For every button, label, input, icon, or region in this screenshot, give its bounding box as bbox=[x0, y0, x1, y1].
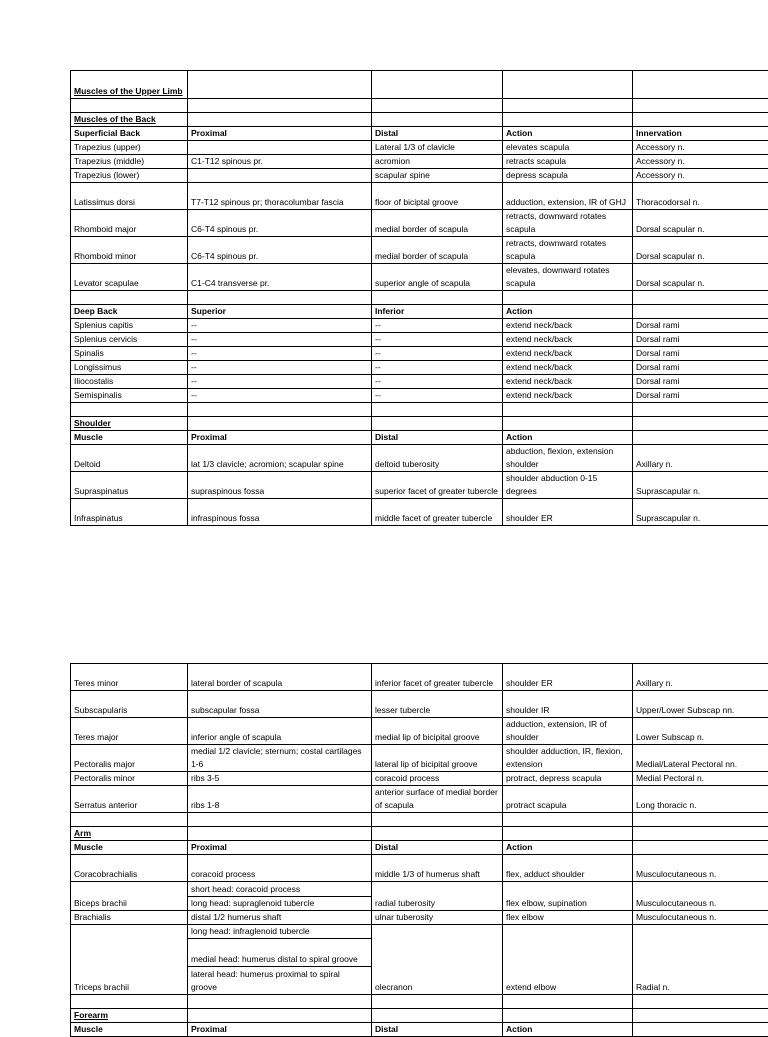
table-cell bbox=[372, 417, 503, 431]
table-cell: Spinalis bbox=[71, 347, 188, 361]
table-cell: lat 1/3 clavicle; acromion; scapular spine bbox=[188, 445, 372, 472]
table-cell bbox=[71, 99, 188, 113]
table-subcell: short head: coracoid process bbox=[188, 882, 371, 896]
table-cell: Coracobrachialis bbox=[71, 855, 188, 882]
table-cell: C1-C4 transverse pr. bbox=[188, 264, 372, 291]
table-cell bbox=[188, 827, 372, 841]
table-cell bbox=[188, 403, 372, 417]
table-cell: Radial n. bbox=[633, 925, 768, 995]
table-row bbox=[71, 113, 768, 127]
table-cell: abduction, flexion, extension shoulder bbox=[503, 445, 633, 472]
table-cell: Long thoracic n. bbox=[633, 786, 768, 813]
table-cell: -- bbox=[188, 319, 372, 333]
table-cell bbox=[503, 995, 633, 1009]
table-cell bbox=[71, 995, 188, 1009]
table-cell: Thoracodorsal n. bbox=[633, 183, 768, 210]
table-cell bbox=[188, 925, 372, 995]
table-cell bbox=[633, 417, 768, 431]
table-row bbox=[71, 291, 768, 305]
table-row bbox=[71, 827, 768, 841]
table-cell bbox=[188, 141, 372, 155]
table-cell: Medial Pectoral n. bbox=[633, 772, 768, 786]
table-cell: middle 1/3 of humerus shaft bbox=[372, 855, 503, 882]
table-cell: Trapezius (upper) bbox=[71, 141, 188, 155]
table-cell: protract, depress scapula bbox=[503, 772, 633, 786]
table-cell: Muscle bbox=[71, 431, 188, 445]
table-cell: acromion bbox=[372, 155, 503, 169]
table-cell bbox=[372, 995, 503, 1009]
table-cell: scapular spine bbox=[372, 169, 503, 183]
table-cell: Splenius capitis bbox=[71, 319, 188, 333]
table-cell: superior facet of greater tubercle bbox=[372, 472, 503, 499]
table-cell: Suprascapular n. bbox=[633, 472, 768, 499]
table-cell bbox=[503, 113, 633, 127]
table-cell: Teres major bbox=[71, 718, 188, 745]
table-row bbox=[71, 882, 768, 911]
table-cell: Upper/Lower Subscap nn. bbox=[633, 691, 768, 718]
table-cell bbox=[372, 403, 503, 417]
table-cell: Triceps brachii bbox=[71, 925, 188, 995]
table-row bbox=[71, 210, 768, 237]
table-subcell: medial head: humerus distal to spiral groove bbox=[188, 938, 371, 966]
table-cell: protract scapula bbox=[503, 786, 633, 813]
table-cell bbox=[372, 113, 503, 127]
table-cell bbox=[633, 113, 768, 127]
table-cell: Dorsal rami bbox=[633, 361, 768, 375]
table-cell: Proximal bbox=[188, 431, 372, 445]
table-cell bbox=[188, 417, 372, 431]
table-cell: Axillary n. bbox=[633, 445, 768, 472]
table-row bbox=[71, 431, 768, 445]
table-cell bbox=[372, 813, 503, 827]
table-cell: Supraspinatus bbox=[71, 472, 188, 499]
table-cell: flex elbow bbox=[503, 911, 633, 925]
table-cell bbox=[503, 99, 633, 113]
table-cell: Medial/Lateral Pectoral nn. bbox=[633, 745, 768, 772]
table-row bbox=[71, 264, 768, 291]
table-row bbox=[71, 183, 768, 210]
table-cell: Inferior bbox=[372, 305, 503, 319]
table-row bbox=[71, 361, 768, 375]
table-cell: Action bbox=[503, 841, 633, 855]
table-row bbox=[71, 141, 768, 155]
table-cell: shoulder ER bbox=[503, 664, 633, 691]
table-subcell: long head: infraglenoid tubercle bbox=[188, 925, 371, 938]
table-cell: -- bbox=[188, 389, 372, 403]
table-subcell: long head: supraglenoid tubercle bbox=[188, 896, 371, 910]
table-cell bbox=[633, 99, 768, 113]
table-cell bbox=[372, 827, 503, 841]
table-cell: lateral lip of bicipital groove bbox=[372, 745, 503, 772]
table-cell bbox=[633, 431, 768, 445]
table-cell: Lateral 1/3 of clavicle bbox=[372, 141, 503, 155]
table-cell bbox=[633, 813, 768, 827]
table-cell: ribs 1-8 bbox=[188, 786, 372, 813]
table-row bbox=[71, 472, 768, 499]
table-cell: shoulder adduction, IR, flexion, extension bbox=[503, 745, 633, 772]
table-cell bbox=[372, 71, 503, 99]
table-cell: C6-T4 spinous pr. bbox=[188, 237, 372, 264]
table-cell: C6-T4 spinous pr. bbox=[188, 210, 372, 237]
table-cell bbox=[71, 813, 188, 827]
table-cell: Dorsal scapular n. bbox=[633, 210, 768, 237]
table-cell: Distal bbox=[372, 841, 503, 855]
table-cell: extend neck/back bbox=[503, 389, 633, 403]
table-cell: extend elbow bbox=[503, 925, 633, 995]
table-cell bbox=[188, 99, 372, 113]
table-cell: Muscle bbox=[71, 1023, 188, 1037]
table-cell: ribs 3-5 bbox=[188, 772, 372, 786]
table-cell: Axillary n. bbox=[633, 664, 768, 691]
table-cell: Distal bbox=[372, 431, 503, 445]
table-cell bbox=[188, 71, 372, 99]
table-cell: Forearm bbox=[71, 1009, 188, 1023]
table-cell: Iliocostalis bbox=[71, 375, 188, 389]
table-row bbox=[71, 169, 768, 183]
table-cell bbox=[503, 813, 633, 827]
table-row bbox=[71, 995, 768, 1009]
table-row bbox=[71, 375, 768, 389]
table-cell: ulnar tuberosity bbox=[372, 911, 503, 925]
table-row bbox=[71, 237, 768, 264]
table-row bbox=[71, 1009, 768, 1023]
table-cell: Proximal bbox=[188, 841, 372, 855]
table-cell: extend neck/back bbox=[503, 319, 633, 333]
table-cell bbox=[372, 291, 503, 305]
table-cell: shoulder abduction 0-15 degrees bbox=[503, 472, 633, 499]
table-cell bbox=[503, 417, 633, 431]
table-cell: flex elbow, supination bbox=[503, 882, 633, 911]
table-row bbox=[71, 772, 768, 786]
table-cell: -- bbox=[372, 319, 503, 333]
table-cell: coracoid process bbox=[372, 772, 503, 786]
table-cell: -- bbox=[372, 375, 503, 389]
table-cell: Action bbox=[503, 431, 633, 445]
table-cell: Splenius cervicis bbox=[71, 333, 188, 347]
table-cell: extend neck/back bbox=[503, 347, 633, 361]
table-cell: Dorsal scapular n. bbox=[633, 237, 768, 264]
table-cell: medial border of scapula bbox=[372, 237, 503, 264]
table-row bbox=[71, 911, 768, 925]
table-cell: Dorsal rami bbox=[633, 333, 768, 347]
table-cell: Teres minor bbox=[71, 664, 188, 691]
table-cell: Subscapularis bbox=[71, 691, 188, 718]
table-row bbox=[71, 813, 768, 827]
table-cell: distal 1/2 humerus shaft bbox=[188, 911, 372, 925]
table-cell: -- bbox=[372, 347, 503, 361]
table-cell: Levator scapulae bbox=[71, 264, 188, 291]
table-cell: Serratus anterior bbox=[71, 786, 188, 813]
table-cell bbox=[633, 71, 768, 99]
table-cell: lateral border of scapula bbox=[188, 664, 372, 691]
table-row bbox=[71, 664, 768, 691]
table-row bbox=[71, 745, 768, 772]
table-cell: Distal bbox=[372, 127, 503, 141]
table-cell: Action bbox=[503, 1023, 633, 1037]
table-cell bbox=[372, 1009, 503, 1023]
table-cell bbox=[633, 305, 768, 319]
table-cell: extend neck/back bbox=[503, 375, 633, 389]
table-cell: olecranon bbox=[372, 925, 503, 995]
table-row bbox=[71, 1023, 768, 1037]
table-row bbox=[71, 691, 768, 718]
table-cell bbox=[503, 71, 633, 99]
table-cell bbox=[188, 291, 372, 305]
table-cell: extend neck/back bbox=[503, 333, 633, 347]
table-cell bbox=[633, 1023, 768, 1037]
table-cell: medial border of scapula bbox=[372, 210, 503, 237]
table-cell bbox=[633, 1009, 768, 1023]
table-cell: -- bbox=[188, 333, 372, 347]
table-cell: Dorsal rami bbox=[633, 389, 768, 403]
table-cell: Deep Back bbox=[71, 305, 188, 319]
table-cell: elevates, downward rotates scapula bbox=[503, 264, 633, 291]
table-cell bbox=[503, 291, 633, 305]
table-cell bbox=[503, 827, 633, 841]
table-row bbox=[71, 347, 768, 361]
upper-limb-table-part-2 bbox=[70, 663, 768, 1037]
table-row bbox=[71, 718, 768, 745]
table-cell: Arm bbox=[71, 827, 188, 841]
table-cell: -- bbox=[188, 347, 372, 361]
table-cell bbox=[633, 841, 768, 855]
table-cell: Superficial Back bbox=[71, 127, 188, 141]
table-row bbox=[71, 71, 768, 99]
table-cell: Proximal bbox=[188, 1023, 372, 1037]
table-row bbox=[71, 305, 768, 319]
table-cell: Biceps brachii bbox=[71, 882, 188, 911]
table-cell: adduction, extension, IR of shoulder bbox=[503, 718, 633, 745]
table-cell: medial 1/2 clavicle; sternum; costal cartilages 1-6 bbox=[188, 745, 372, 772]
table-cell: -- bbox=[372, 389, 503, 403]
table-cell: Semispinalis bbox=[71, 389, 188, 403]
table-cell: Latissimus dorsi bbox=[71, 183, 188, 210]
upper-limb-table-part-1 bbox=[70, 70, 768, 526]
table-cell bbox=[503, 403, 633, 417]
table-cell: Infraspinatus bbox=[71, 499, 188, 526]
table-cell bbox=[633, 403, 768, 417]
table-cell: Accessory n. bbox=[633, 169, 768, 183]
table-cell: Innervation bbox=[633, 127, 768, 141]
table-row bbox=[71, 333, 768, 347]
table-cell: retracts, downward rotates scapula bbox=[503, 237, 633, 264]
table-cell: Shoulder bbox=[71, 417, 188, 431]
table-row bbox=[71, 925, 768, 995]
table-cell: Dorsal scapular n. bbox=[633, 264, 768, 291]
table-cell: T7-T12 spinous pr; thoracolumbar fascia bbox=[188, 183, 372, 210]
table-cell: flex, adduct shoulder bbox=[503, 855, 633, 882]
table-cell: middle facet of greater tubercle bbox=[372, 499, 503, 526]
table-cell bbox=[188, 813, 372, 827]
table-cell: Dorsal rami bbox=[633, 347, 768, 361]
table-cell: Action bbox=[503, 127, 633, 141]
table-cell: superior angle of scapula bbox=[372, 264, 503, 291]
table-cell: Dorsal rami bbox=[633, 319, 768, 333]
table-cell: Lower Subscap n. bbox=[633, 718, 768, 745]
table-row bbox=[71, 417, 768, 431]
table-cell: Musculocutaneous n. bbox=[633, 911, 768, 925]
table-cell: Pectoralis minor bbox=[71, 772, 188, 786]
table-row bbox=[71, 786, 768, 813]
table-cell: Muscles of the Back bbox=[71, 113, 188, 127]
table-cell: Action bbox=[503, 305, 633, 319]
table-cell: -- bbox=[188, 361, 372, 375]
table-cell: Musculocutaneous n. bbox=[633, 882, 768, 911]
table-row bbox=[71, 445, 768, 472]
table-cell: infraspinous fossa bbox=[188, 499, 372, 526]
table-cell bbox=[71, 403, 188, 417]
table-cell bbox=[633, 995, 768, 1009]
table-cell: Distal bbox=[372, 1023, 503, 1037]
table-row bbox=[71, 403, 768, 417]
table-cell: -- bbox=[372, 361, 503, 375]
table-cell bbox=[188, 882, 372, 911]
table-row bbox=[71, 499, 768, 526]
table-cell: Musculocutaneous n. bbox=[633, 855, 768, 882]
table-cell: lesser tubercle bbox=[372, 691, 503, 718]
table-cell: Deltoid bbox=[71, 445, 188, 472]
table-cell: coracoid process bbox=[188, 855, 372, 882]
table-cell: Rhomboid major bbox=[71, 210, 188, 237]
table-cell: Trapezius (lower) bbox=[71, 169, 188, 183]
table-cell: Muscles of the Upper Limb bbox=[71, 71, 188, 99]
table-cell: depress scapula bbox=[503, 169, 633, 183]
table-cell: inferior facet of greater tubercle bbox=[372, 664, 503, 691]
table-row bbox=[71, 389, 768, 403]
table-cell: adduction, extension, IR of GHJ bbox=[503, 183, 633, 210]
table-cell: retracts scapula bbox=[503, 155, 633, 169]
table-cell: C1-T12 spinous pr. bbox=[188, 155, 372, 169]
table-cell: anterior surface of medial border of scapula bbox=[372, 786, 503, 813]
table-row bbox=[71, 99, 768, 113]
table-row bbox=[71, 841, 768, 855]
table-row bbox=[71, 855, 768, 882]
table-cell: radial tuberosity bbox=[372, 882, 503, 911]
table-cell: Longissimus bbox=[71, 361, 188, 375]
table-subcell: lateral head: humerus proximal to spiral groove bbox=[188, 966, 371, 994]
table-cell bbox=[188, 113, 372, 127]
table-cell: Muscle bbox=[71, 841, 188, 855]
table-cell: shoulder IR bbox=[503, 691, 633, 718]
table-cell: -- bbox=[188, 375, 372, 389]
table-cell bbox=[633, 291, 768, 305]
table-cell: deltoid tuberosity bbox=[372, 445, 503, 472]
table-cell: Dorsal rami bbox=[633, 375, 768, 389]
table-cell bbox=[71, 291, 188, 305]
table-cell: Proximal bbox=[188, 127, 372, 141]
table-cell: Suprascapular n. bbox=[633, 499, 768, 526]
table-cell bbox=[188, 169, 372, 183]
table-cell: extend neck/back bbox=[503, 361, 633, 375]
table-cell bbox=[188, 1009, 372, 1023]
table-cell: -- bbox=[372, 333, 503, 347]
table-cell: Trapezius (middle) bbox=[71, 155, 188, 169]
table-row bbox=[71, 127, 768, 141]
table-cell: Pectoralis major bbox=[71, 745, 188, 772]
table-cell: retracts, downward rotates scapula bbox=[503, 210, 633, 237]
table-cell: supraspinous fossa bbox=[188, 472, 372, 499]
table-cell bbox=[633, 827, 768, 841]
table-cell: floor of biciptal groove bbox=[372, 183, 503, 210]
table-cell: medial lip of bicipital groove bbox=[372, 718, 503, 745]
table-cell: Rhomboid minor bbox=[71, 237, 188, 264]
table-row bbox=[71, 155, 768, 169]
table-cell: Accessory n. bbox=[633, 141, 768, 155]
table-cell bbox=[503, 1009, 633, 1023]
table-cell: subscapular fossa bbox=[188, 691, 372, 718]
table-row bbox=[71, 319, 768, 333]
table-cell bbox=[188, 995, 372, 1009]
table-cell: shoulder ER bbox=[503, 499, 633, 526]
table-cell: Accessory n. bbox=[633, 155, 768, 169]
table-cell: elevates scapula bbox=[503, 141, 633, 155]
table-cell: Superior bbox=[188, 305, 372, 319]
table-cell: inferior angle of scapula bbox=[188, 718, 372, 745]
table-cell bbox=[372, 99, 503, 113]
table-cell: Brachialis bbox=[71, 911, 188, 925]
